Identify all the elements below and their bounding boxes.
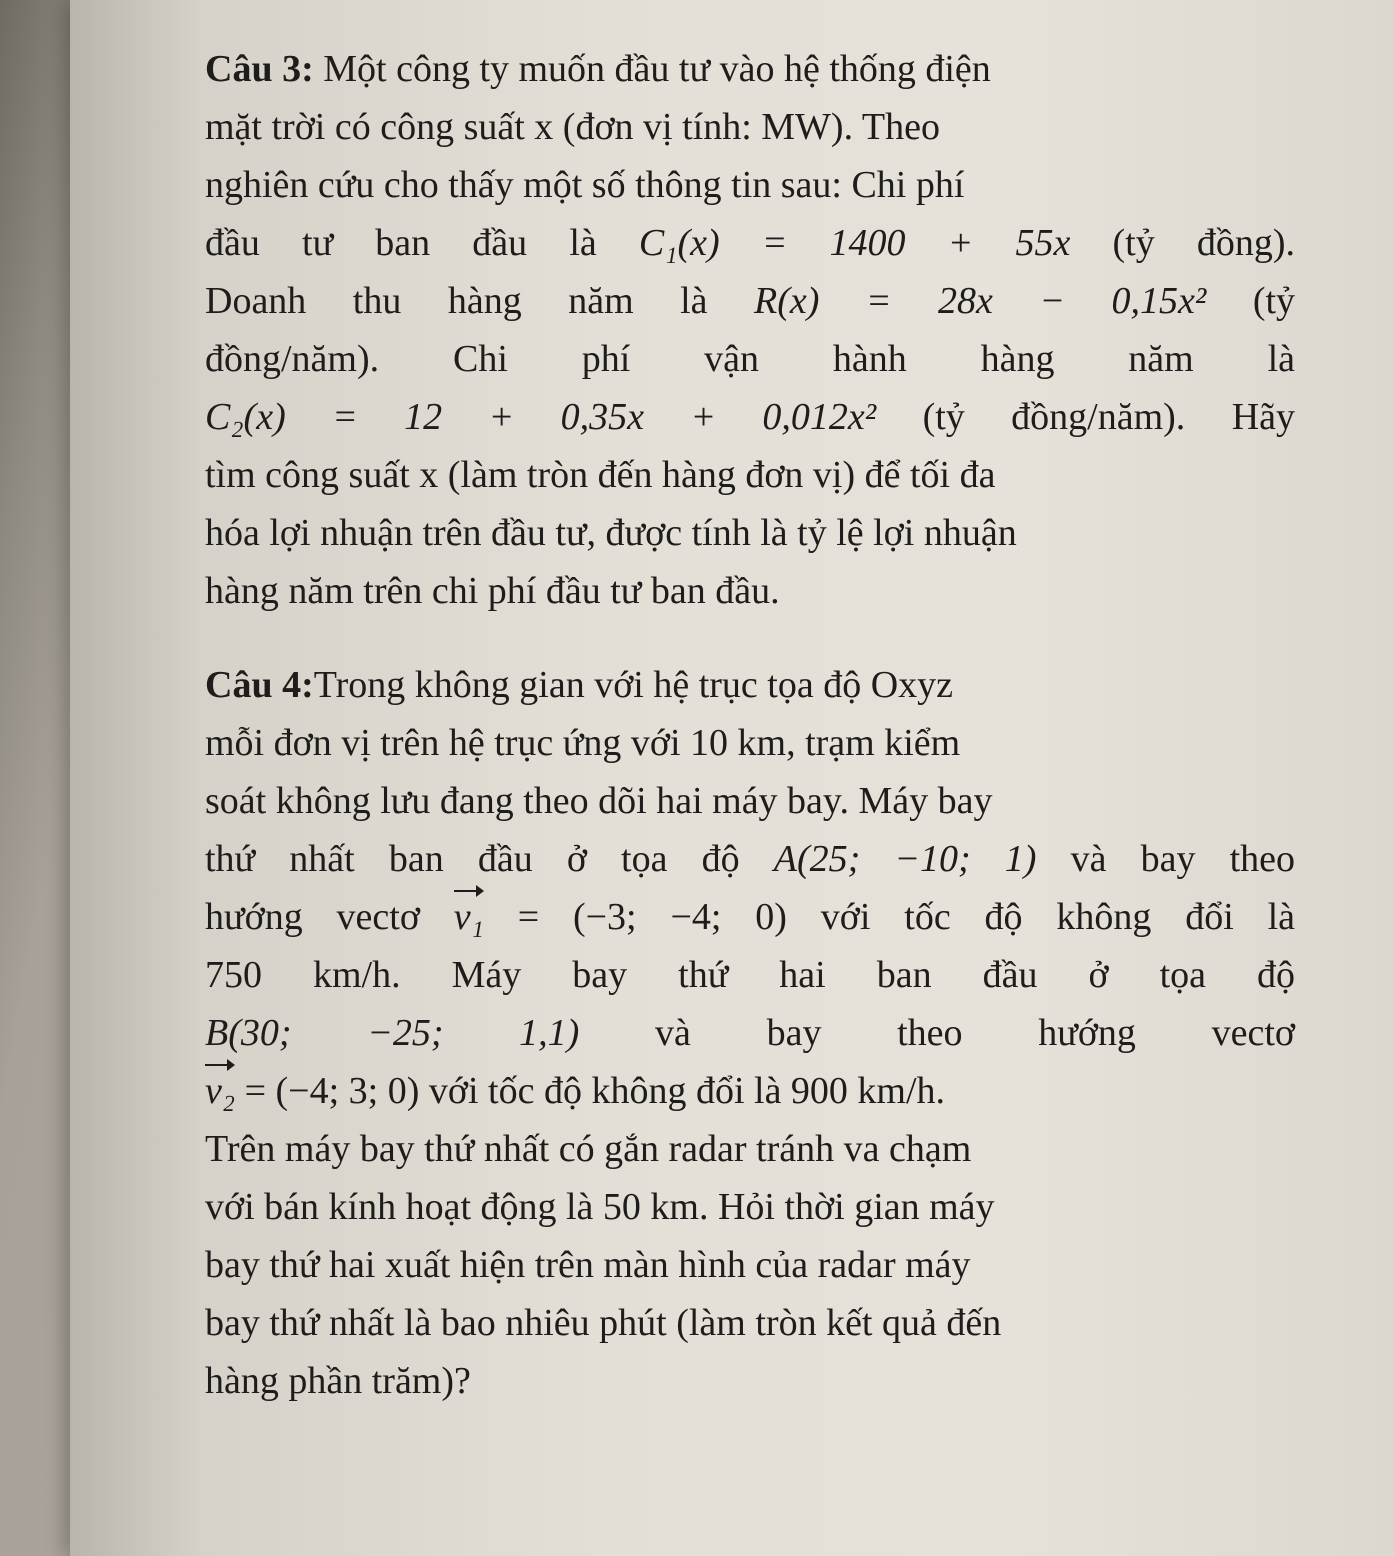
- q3-line-10: hàng năm trên chi phí đầu tư ban đầu.: [205, 570, 780, 612]
- q3-line-3: nghiên cứu cho thấy một số thông tin sau: Chi phí: [205, 164, 965, 206]
- q3-line-4b: (tỷ đồng).: [1112, 222, 1295, 264]
- vector-v2: v₂: [205, 1062, 235, 1120]
- q4-line-2: mỗi đơn vị trên hệ trục ứng với 10 km, trạm kiểm: [205, 722, 961, 764]
- point-a: A(25; −10; 1): [773, 838, 1037, 880]
- q4-line-5b: với tốc độ không đổi là: [820, 896, 1296, 938]
- q4-line-7b: và bay theo hướng vectơ: [655, 1012, 1295, 1054]
- q3-line-7b: (tỷ đồng/năm). Hãy: [922, 396, 1296, 438]
- document-page: [205, 40, 1295, 1446]
- question-3: [205, 40, 1295, 620]
- q3-line-1: Một công ty muốn đầu tư vào hệ thống điện: [323, 48, 991, 90]
- q4-line-13: hàng phần trăm)?: [205, 1360, 471, 1402]
- question-3-label: Câu 3:: [205, 48, 314, 90]
- formula-c2: C₂(x) = 12 + 0,35x + 0,012x²: [205, 396, 877, 438]
- q3-line-5a: Doanh thu hàng năm là: [205, 280, 708, 322]
- formula-r: R(x) = 28x − 0,15x²: [754, 280, 1207, 322]
- q3-line-9: hóa lợi nhuận trên đầu tư, được tính là tỷ lệ lợi nhuận: [205, 512, 1017, 554]
- q4-line-8b: với tốc độ không đổi là 900 km/h.: [428, 1070, 946, 1112]
- vector-v2-value: = (−4; 3; 0): [244, 1070, 420, 1112]
- q4-line-9: Trên máy bay thứ nhất có gắn radar tránh va chạm: [205, 1128, 972, 1170]
- q4-line-3: soát không lưu đang theo dõi hai máy bay. Máy bay: [205, 780, 993, 822]
- question-4: [205, 656, 1295, 1410]
- q4-line-4a: thứ nhất ban đầu ở tọa độ: [205, 838, 740, 880]
- point-b: B(30; −25; 1,1): [205, 1012, 580, 1054]
- q4-line-1: Trong không gian với hệ trục tọa độ Oxyz: [313, 664, 954, 706]
- vector-v1-value: = (−3; −4; 0): [517, 896, 787, 938]
- q3-line-4a: đầu tư ban đầu là: [205, 222, 597, 264]
- q3-line-8: tìm công suất x (làm tròn đến hàng đơn vị) để tối đa: [205, 454, 996, 496]
- question-4-label: Câu 4:: [205, 664, 314, 706]
- q3-line-6: đồng/năm). Chi phí vận hành hàng năm là: [205, 338, 1295, 380]
- q4-line-12: bay thứ nhất là bao nhiêu phút (làm tròn kết quả đến: [205, 1302, 1002, 1344]
- q4-line-4b: và bay theo: [1070, 838, 1296, 880]
- vector-v1: v₁: [454, 888, 484, 946]
- q3-line-5b: (tỷ: [1252, 280, 1296, 322]
- q4-line-5a: hướng vectơ: [205, 896, 420, 938]
- formula-c1: C₁(x) = 1400 + 55x: [638, 222, 1071, 264]
- q4-line-10: với bán kính hoạt động là 50 km. Hỏi thời gian máy: [205, 1186, 995, 1228]
- q3-line-2: mặt trời có công suất x (đơn vị tính: MW). Theo: [205, 106, 940, 148]
- q4-line-11: bay thứ hai xuất hiện trên màn hình của radar máy: [205, 1244, 971, 1286]
- q4-line-6: 750 km/h. Máy bay thứ hai ban đầu ở tọa độ: [205, 954, 1295, 996]
